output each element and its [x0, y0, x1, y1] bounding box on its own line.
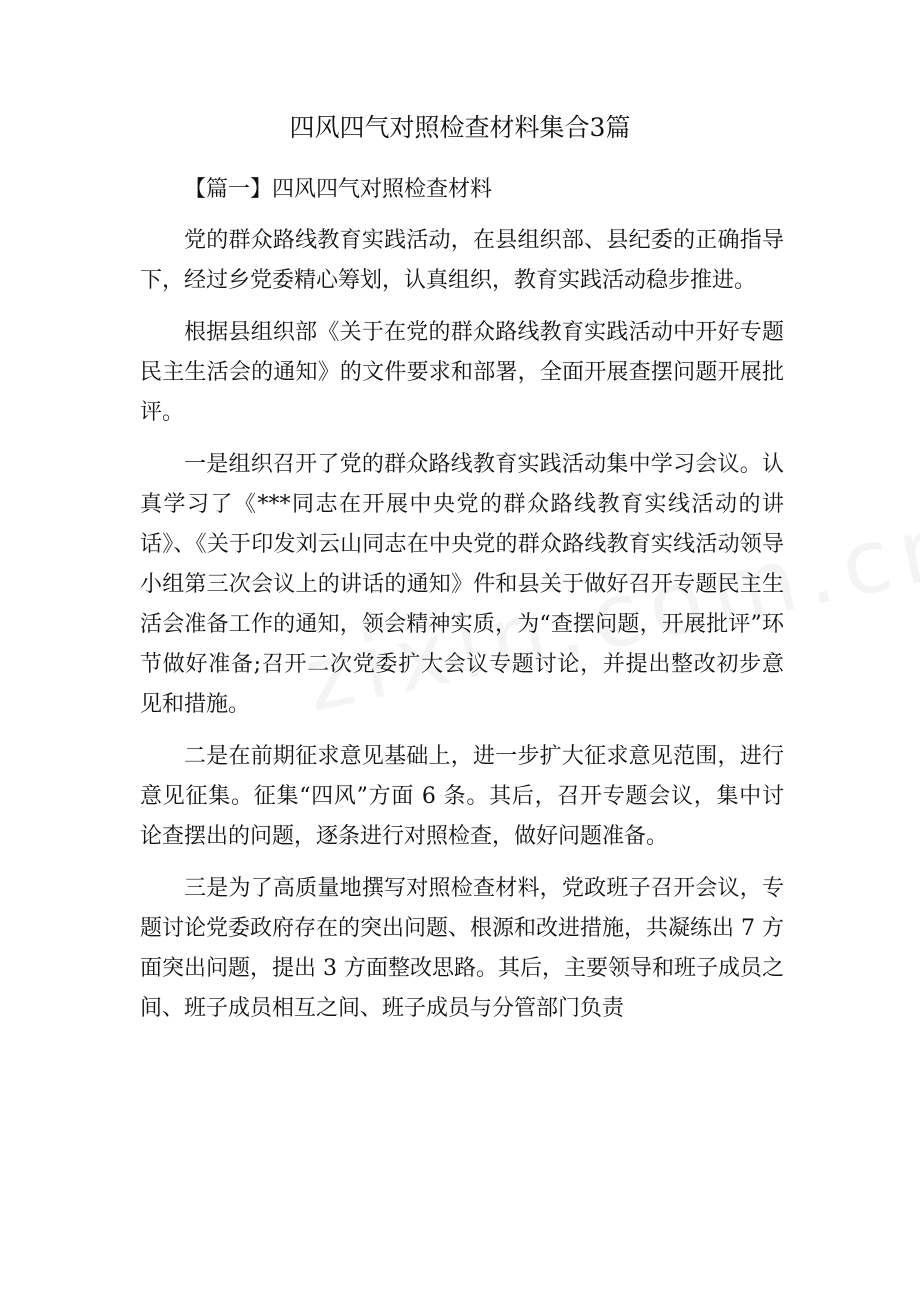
document-title: 四风四气对照检查材料集合3篇 [289, 113, 631, 142]
paragraph: 三是为了高质量地撰写对照检查材料，党政班子召开会议，专题讨论党委政府存在的突出问题、根源和改进措施，共凝练出 7 方面突出问题，提出 3 方面整改思路。其后，主要领导和班子成员之间、班子成员相互之间、班子成员与分管部门负责 [140, 876, 784, 1021]
paragraph: 二是在前期征求意见基础上，进一步扩大征求意见范围，进行意见征集。征集“四风”方面 6 条。其后，召开专题会议，集中讨论查摆出的问题，逐条进行对照检查，做好问题准备。 [140, 744, 784, 849]
paragraph: 根据县组织部《关于在党的群众路线教育实践活动中开好专题民主生活会的通知》的文件要求和部署，全面开展查摆问题开展批评。 [140, 320, 784, 425]
document-body [140, 221, 784, 1029]
paragraph: 党的群众路线教育实践活动，在县组织部、县纪委的正确指导下，经过乡党委精心筹划，认真组织，教育实践活动稳步推进。 [140, 228, 784, 293]
paragraph: 一是组织召开了党的群众路线教育实践活动集中学习会议。认真学习了《***同志在开展中央党的群众路线教育实线活动的讲话》、《关于印发刘云山同志在中央党的群众路线教育实线活动领导小组第三次会议上的讲话的通知》件和县关于做好召开专题民主生活会准备工作的通知，领会精神实质，为“查摆问题，开展批评”环节做好准备;召开二次党委扩大会议专题讨论，并提出整改初步意见和措施。 [140, 452, 784, 717]
section-heading: 【篇一】四风四气对照检查材料 [184, 177, 493, 202]
